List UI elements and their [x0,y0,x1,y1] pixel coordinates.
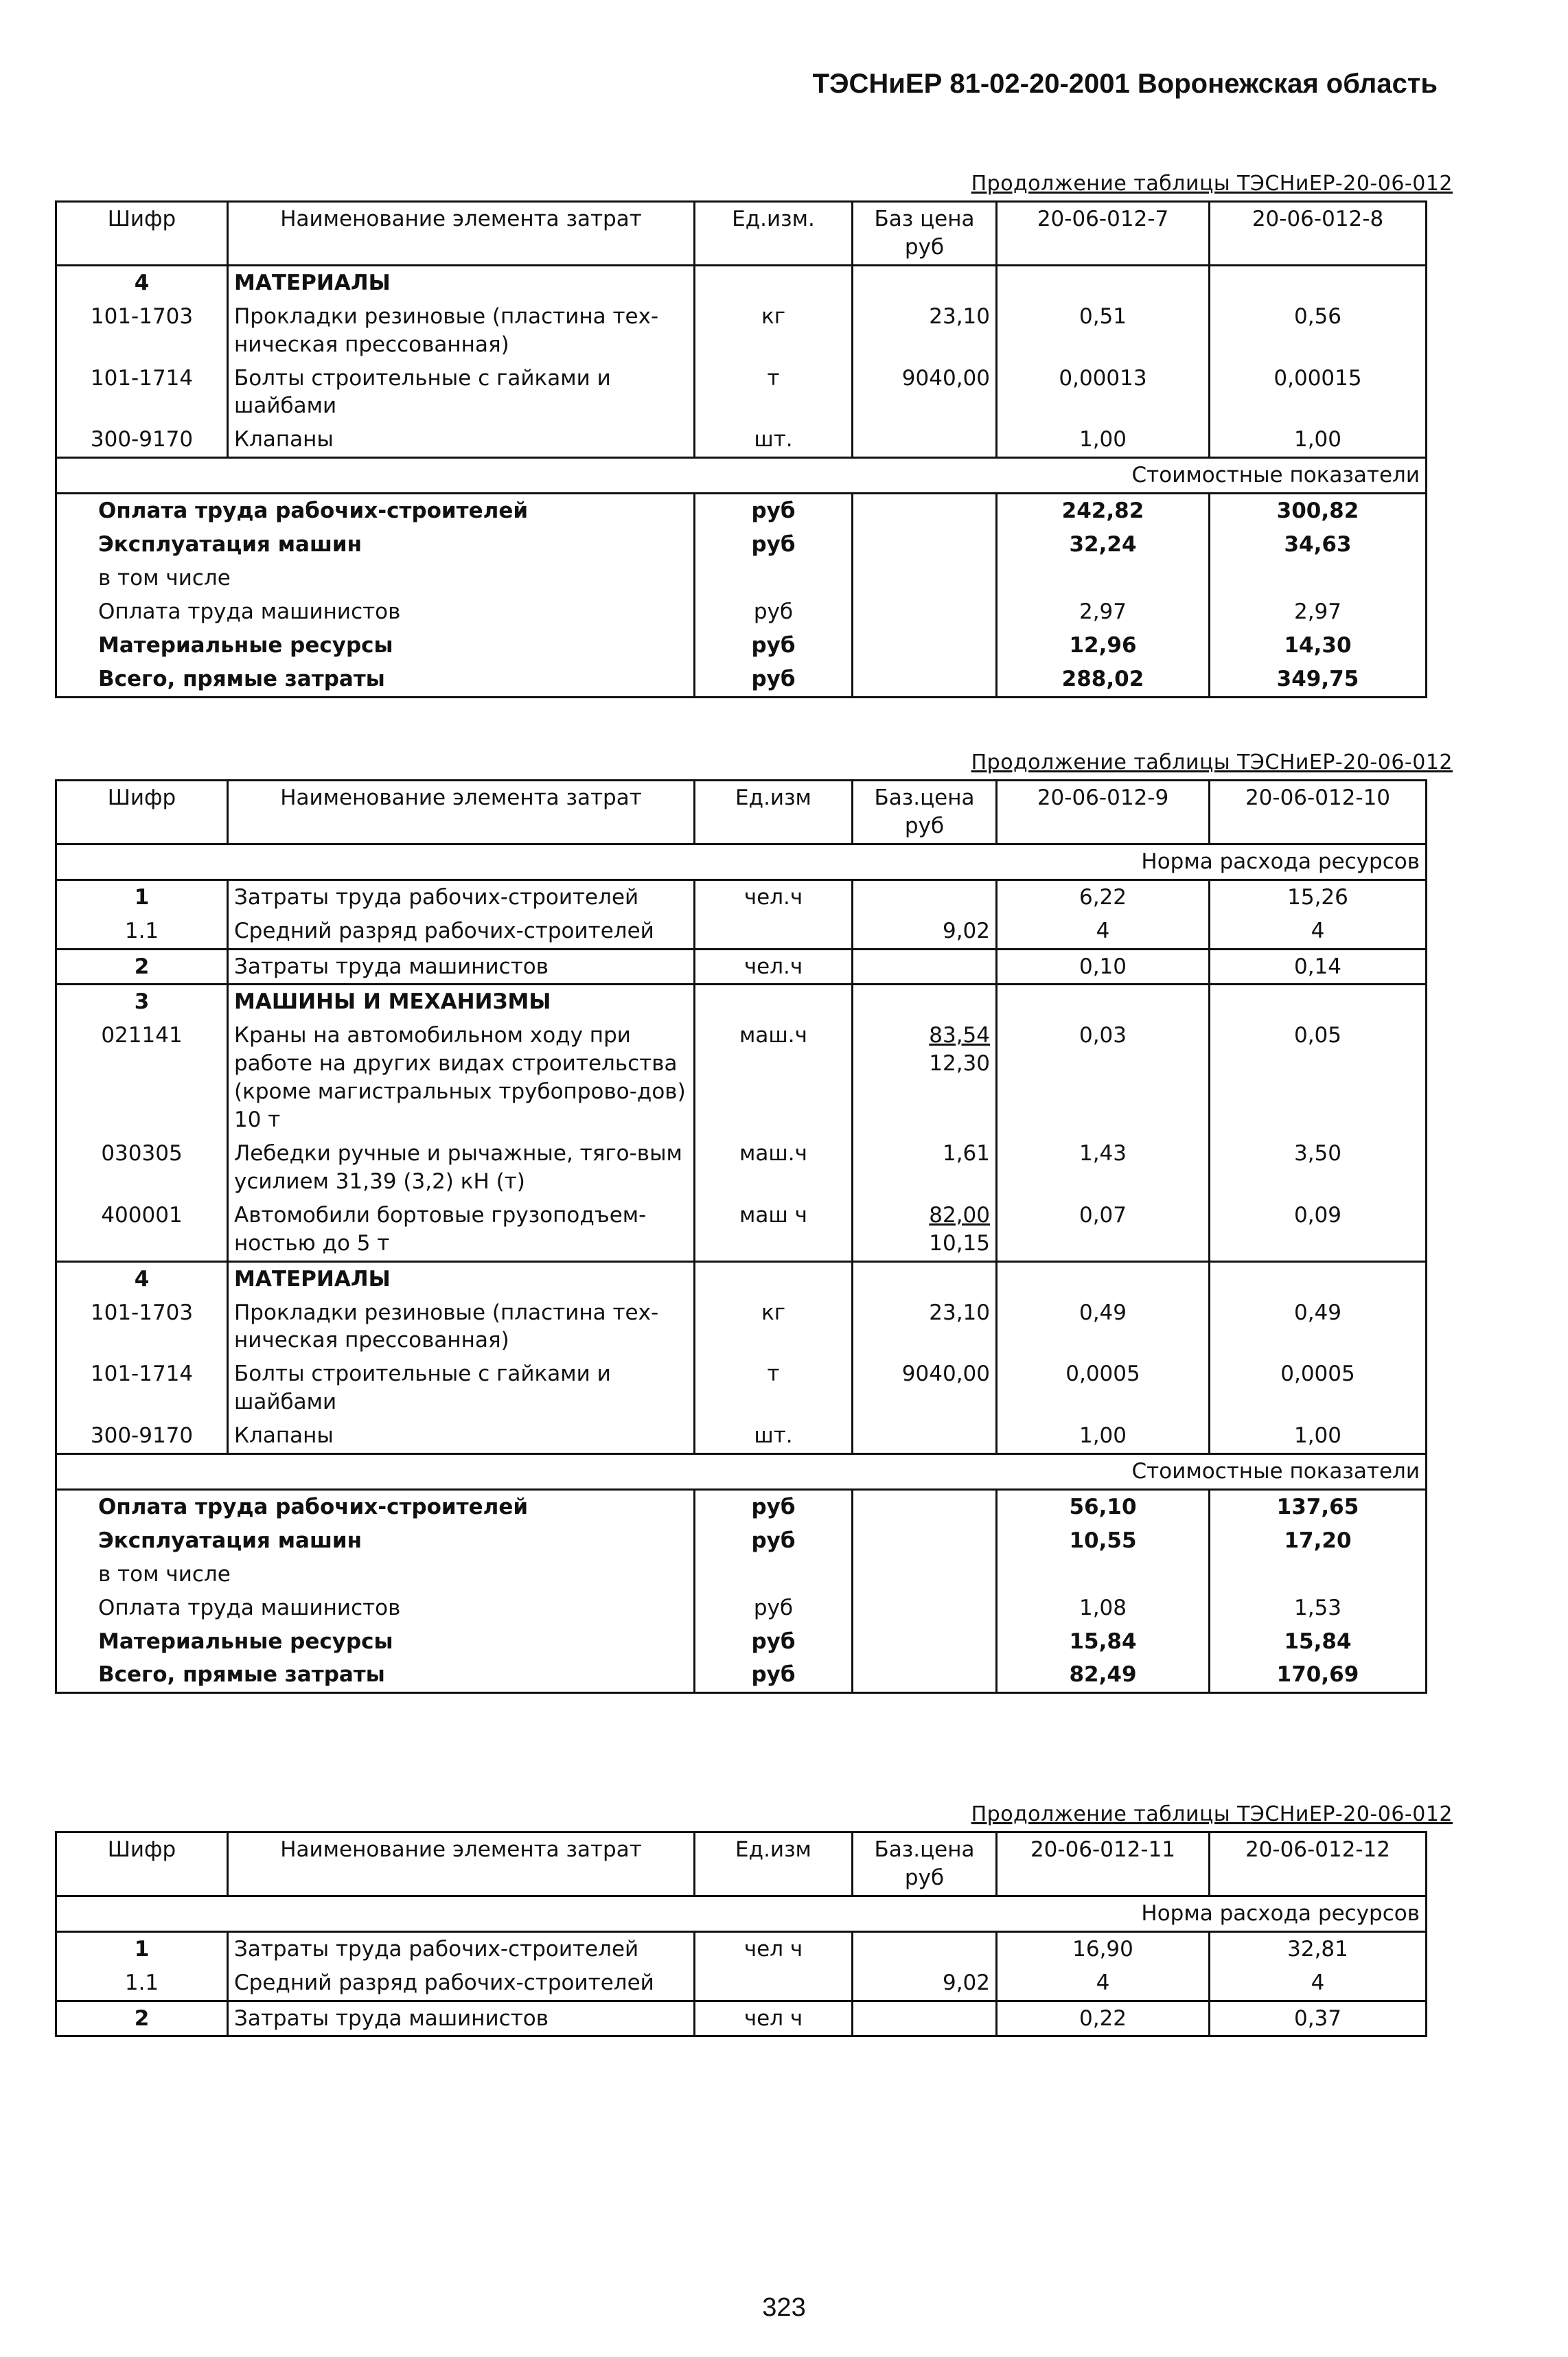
row-code: 300-9170 [56,423,228,457]
row-name: Болты строительные с гайками и шайбами [228,1357,695,1419]
row-code: 2 [56,2001,228,2036]
cost-value-b [1210,1558,1427,1591]
row-name: Лебедки ручные и рычажные, тяго-вым усилием 31,39 (3,2) кН (т) [228,1137,695,1199]
cost-label: Оплата труда машинистов [56,595,695,629]
cost-label: Оплата труда машинистов [56,1591,695,1625]
row-value-b: 0,37 [1210,2001,1427,2036]
cost-value-b: 349,75 [1210,663,1427,697]
cost-band-row [56,1454,1427,1490]
cost-unit: руб [695,1524,853,1558]
cost-value-a: 242,82 [997,494,1210,528]
row-code: 101-1703 [56,300,228,362]
norm-band-title: Норма расхода ресурсов [56,1896,1427,1931]
cost-label: в том числе [56,562,695,595]
row-value-b: 0,05 [1210,1019,1427,1137]
row-value-a: 0,03 [997,1019,1210,1137]
row-price [853,2001,997,2036]
table-row [56,1931,1427,1966]
section-number: 4 [56,1261,228,1296]
cost-value-b [1210,562,1427,595]
row-name: Прокладки резиновые (пластина тех-ническая прессованная) [228,300,695,362]
row-unit: чел.ч [695,879,853,914]
cost-value-b: 15,84 [1210,1625,1427,1659]
table-row [56,423,1427,457]
col-code-b-header: 20-06-012-10 [1210,781,1427,844]
cost-label: Материальные ресурсы [56,629,695,663]
col-code-header: Шифр [56,781,228,844]
row-unit: кг [695,1296,853,1358]
cost-value-b: 14,30 [1210,629,1427,663]
row-code: 021141 [56,1019,228,1137]
cost-value-a [997,562,1210,595]
row-price: 9,02 [853,1966,997,2001]
row-value-a: 0,0005 [997,1357,1210,1419]
cost-band-title: Стоимостные показатели [56,458,1427,494]
cost-label: Оплата труда рабочих-строителей [56,494,695,528]
norm-band-title: Норма расхода ресурсов [56,844,1427,879]
row-code: 2 [56,949,228,985]
cost-value-b: 170,69 [1210,1658,1427,1692]
cost-label: Эксплуатация машин [56,528,695,562]
cost-row [56,1524,1427,1558]
row-price: 23,10 [853,1296,997,1358]
cost-label: Оплата труда рабочих-строителей [56,1489,695,1524]
row-unit: маш.ч [695,1137,853,1199]
row-code: 1.1 [56,1966,228,2001]
row-name: Автомобили бортовые грузоподъем-ностью до 5 т [228,1199,695,1261]
row-code: 101-1714 [56,1357,228,1419]
cost-unit: руб [695,494,853,528]
section-title: МАТЕРИАЛЫ [228,1261,695,1296]
row-value-b: 4 [1210,1966,1427,2001]
row-unit: шт. [695,423,853,457]
cost-row [56,1658,1427,1692]
section-number: 3 [56,985,228,1019]
estimate-table-2 [55,779,1427,1694]
col-unit-header: Ед.изм [695,1832,853,1896]
row-value-b: 0,00015 [1210,362,1427,424]
cost-unit: руб [695,595,853,629]
section-number: 4 [56,265,228,299]
table-row [56,1019,1427,1137]
table-row [56,362,1427,424]
estimate-table-3 [55,1831,1427,2037]
table-header-row [56,781,1427,844]
cost-row [56,528,1427,562]
row-name: Затраты труда машинистов [228,949,695,985]
row-value-a: 0,49 [997,1296,1210,1358]
table-row [56,915,1427,949]
row-price-labor: 10,15 [929,1230,990,1256]
row-value-b: 3,50 [1210,1137,1427,1199]
cost-value-a: 10,55 [997,1524,1210,1558]
row-value-b: 1,00 [1210,1419,1427,1453]
col-code-a-header: 20-06-012-11 [997,1832,1210,1896]
norm-band-row [56,844,1427,879]
cost-value-b: 137,65 [1210,1489,1427,1524]
row-value-a: 6,22 [997,879,1210,914]
section-title: МАТЕРИАЛЫ [228,265,695,299]
table-row [56,1966,1427,2001]
col-price-header: Баз.цена руб [853,781,997,844]
row-price [853,423,997,457]
row-value-a: 1,00 [997,423,1210,457]
cost-row [56,1591,1427,1625]
row-name: Клапаны [228,1419,695,1453]
cost-unit: руб [695,1625,853,1659]
cost-unit: руб [695,528,853,562]
table-caption: Продолжение таблицы ТЭСНиЕР-20-06-012 [971,750,1453,774]
table-header-row [56,202,1427,266]
cost-row [56,1558,1427,1591]
row-value-a: 4 [997,915,1210,949]
col-code-header: Шифр [56,1832,228,1896]
cost-value-b: 17,20 [1210,1524,1427,1558]
cost-row [56,595,1427,629]
row-price-main: 83,54 [929,1023,990,1048]
col-code-b-header: 20-06-012-8 [1210,202,1427,266]
row-unit [695,915,853,949]
cost-label: Всего, прямые затраты [56,663,695,697]
table-row [56,879,1427,914]
row-code: 101-1714 [56,362,228,424]
row-unit: т [695,1357,853,1419]
col-code-b-header: 20-06-012-12 [1210,1832,1427,1896]
row-name: Болты строительные с гайками и шайбами [228,362,695,424]
row-value-b: 1,00 [1210,423,1427,457]
cost-unit: руб [695,629,853,663]
cost-value-a: 15,84 [997,1625,1210,1659]
cost-row [56,1489,1427,1524]
row-unit: кг [695,300,853,362]
row-value-a: 1,43 [997,1137,1210,1199]
table-caption: Продолжение таблицы ТЭСНиЕР-20-06-012 [971,172,1453,196]
row-value-a: 0,22 [997,2001,1210,2036]
row-value-b: 0,09 [1210,1199,1427,1261]
cost-row [56,1625,1427,1659]
row-code: 1 [56,1931,228,1966]
col-name-header: Наименование элемента затрат [228,1832,695,1896]
row-name: Клапаны [228,423,695,457]
section-row [56,1261,1427,1296]
row-unit: маш ч [695,1199,853,1261]
cost-label: Всего, прямые затраты [56,1658,695,1692]
cost-value-b: 2,97 [1210,595,1427,629]
table-row [56,949,1427,985]
row-value-b: 0,49 [1210,1296,1427,1358]
row-price [853,1419,997,1453]
row-unit [695,1966,853,2001]
cost-value-a [997,1558,1210,1591]
row-price: 9040,00 [853,362,997,424]
cost-unit: руб [695,663,853,697]
row-price [853,1931,997,1966]
row-name: Средний разряд рабочих-строителей [228,915,695,949]
row-code: 1.1 [56,915,228,949]
col-name-header: Наименование элемента затрат [228,781,695,844]
row-price: 9,02 [853,915,997,949]
row-value-a: 0,10 [997,949,1210,985]
row-value-b: 15,26 [1210,879,1427,914]
row-price: 23,10 [853,300,997,362]
cost-row [56,663,1427,697]
row-unit: маш.ч [695,1019,853,1137]
row-price [853,1199,997,1261]
row-code: 101-1703 [56,1296,228,1358]
row-name: Прокладки резиновые (пластина тех-ническая прессованная) [228,1296,695,1358]
cost-value-a: 2,97 [997,595,1210,629]
row-unit: чел ч [695,1931,853,1966]
table-row [56,2001,1427,2036]
section-row [56,265,1427,299]
page-header-title: ТЭСНиЕР 81-02-20-2001 Воронежская область [812,69,1438,99]
row-value-a: 0,07 [997,1199,1210,1261]
row-unit: чел.ч [695,949,853,985]
estimate-table-1 [55,200,1427,698]
row-value-a: 16,90 [997,1931,1210,1966]
cost-value-a: 1,08 [997,1591,1210,1625]
table-row [56,1357,1427,1419]
table-row [56,1199,1427,1261]
cost-unit: руб [695,1591,853,1625]
norm-band-row [56,1896,1427,1931]
table-row [56,1419,1427,1453]
row-name: Средний разряд рабочих-строителей [228,1966,695,2001]
cost-row [56,494,1427,528]
table-row [56,1296,1427,1358]
row-value-b: 0,56 [1210,300,1427,362]
row-value-a: 4 [997,1966,1210,2001]
cost-label: Эксплуатация машин [56,1524,695,1558]
cost-band-row [56,458,1427,494]
row-value-a: 0,00013 [997,362,1210,424]
row-price [853,1019,997,1137]
col-price-header: Баз цена руб [853,202,997,266]
cost-unit [695,562,853,595]
cost-value-a: 82,49 [997,1658,1210,1692]
table-row [56,300,1427,362]
cost-value-a: 288,02 [997,663,1210,697]
row-price [853,949,997,985]
section-row [56,985,1427,1019]
col-name-header: Наименование элемента затрат [228,202,695,266]
col-unit-header: Ед.изм. [695,202,853,266]
row-value-b: 0,0005 [1210,1357,1427,1419]
table-caption: Продолжение таблицы ТЭСНиЕР-20-06-012 [971,1802,1453,1826]
cost-value-a: 32,24 [997,528,1210,562]
row-name: Краны на автомобильном ходу при работе на других видах строительства (кроме магистральных трубопрово-дов) 10 т [228,1019,695,1137]
cost-unit: руб [695,1658,853,1692]
cost-label: Материальные ресурсы [56,1625,695,1659]
cost-label: в том числе [56,1558,695,1591]
row-name: Затраты труда рабочих-строителей [228,879,695,914]
row-code: 300-9170 [56,1419,228,1453]
cost-value-b: 300,82 [1210,494,1427,528]
cost-unit: руб [695,1489,853,1524]
row-value-b: 0,14 [1210,949,1427,985]
row-code: 030305 [56,1137,228,1199]
col-code-a-header: 20-06-012-9 [997,781,1210,844]
cost-unit [695,1558,853,1591]
row-price: 9040,00 [853,1357,997,1419]
table-header-row [56,1832,1427,1896]
row-price: 1,61 [853,1137,997,1199]
row-unit: чел ч [695,2001,853,2036]
cost-value-a: 56,10 [997,1489,1210,1524]
row-price-main: 82,00 [929,1202,990,1228]
row-value-b: 32,81 [1210,1931,1427,1966]
row-price [853,879,997,914]
cost-value-a: 12,96 [997,629,1210,663]
row-code: 1 [56,879,228,914]
col-price-header: Баз.цена руб [853,1832,997,1896]
cost-band-title: Стоимостные показатели [56,1454,1427,1490]
row-value-a: 1,00 [997,1419,1210,1453]
col-code-a-header: 20-06-012-7 [997,202,1210,266]
row-name: Затраты труда машинистов [228,2001,695,2036]
cost-row [56,562,1427,595]
row-value-b: 4 [1210,915,1427,949]
table-row [56,1137,1427,1199]
section-title: МАШИНЫ И МЕХАНИЗМЫ [228,985,695,1019]
col-code-header: Шифр [56,202,228,266]
row-value-a: 0,51 [997,300,1210,362]
row-unit: т [695,362,853,424]
col-unit-header: Ед.изм [695,781,853,844]
cost-value-b: 34,63 [1210,528,1427,562]
row-price-labor: 12,30 [929,1051,990,1077]
row-code: 400001 [56,1199,228,1261]
row-name: Затраты труда рабочих-строителей [228,1931,695,1966]
cost-row [56,629,1427,663]
row-unit: шт. [695,1419,853,1453]
page-number: 323 [762,2293,806,2322]
cost-value-b: 1,53 [1210,1591,1427,1625]
